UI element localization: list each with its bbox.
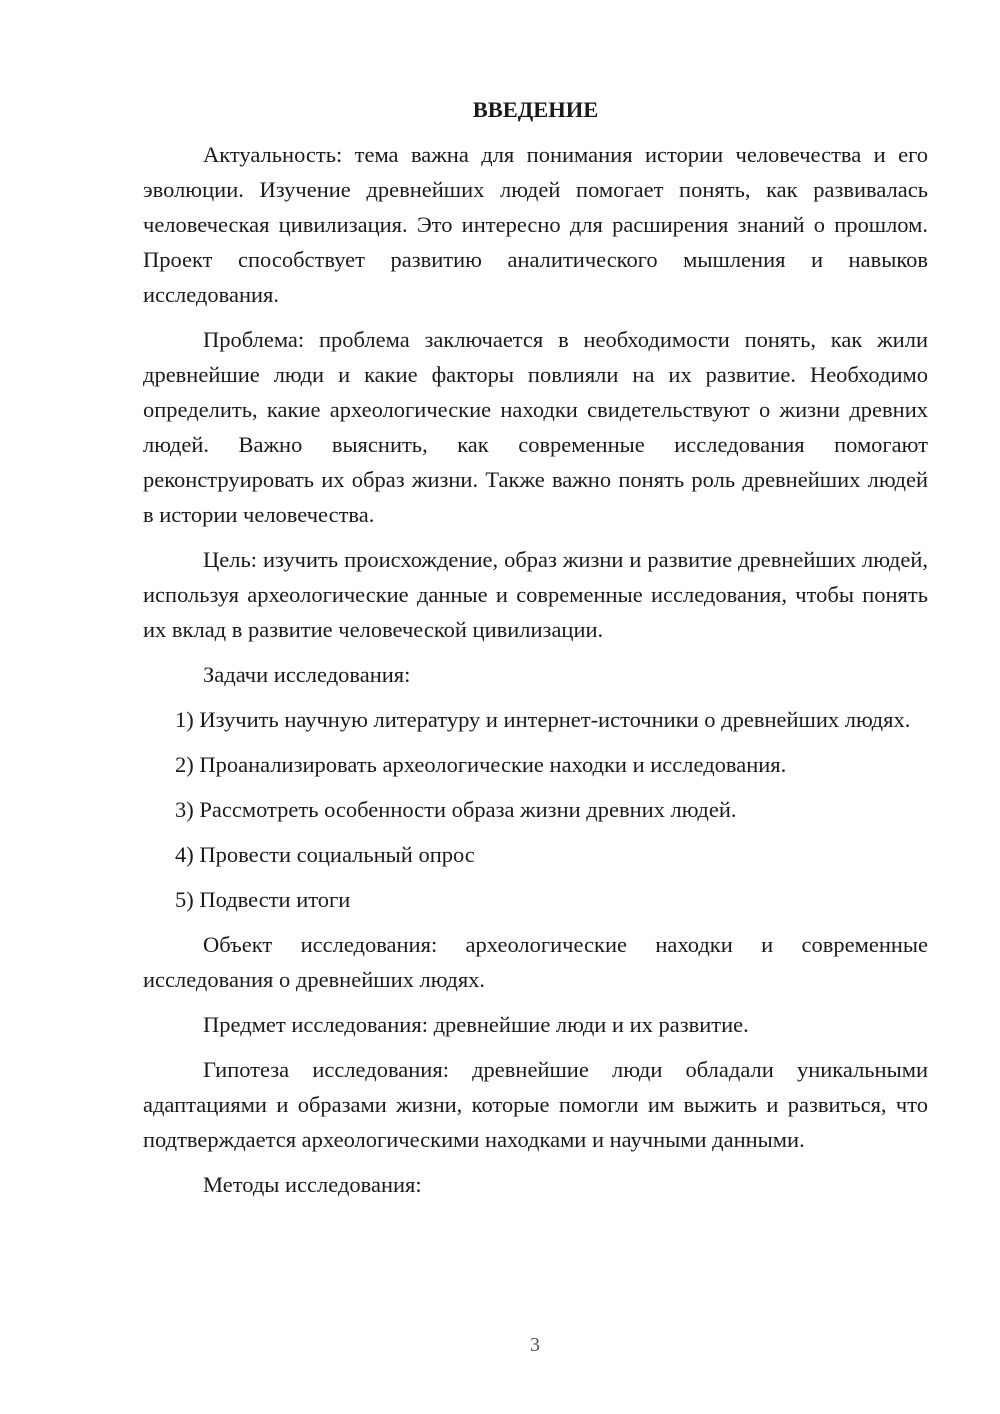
paragraph-problem: Проблема: проблема заключается в необходимости понять, как жили древнейшие люди и какие факторы повлияли на их развитие. Необходимо определить, какие археологические находки свидетельствуют о жизни древних людей. Важно выяснить, как современные исследования помогают реконструировать их образ жизни. Также важно понять роль древнейших людей в истории человечества. — [143, 327, 928, 527]
paragraph-subject: Предмет исследования: древнейшие люди и их развитие. — [203, 1012, 749, 1037]
paragraph-hypothesis: Гипотеза исследования: древнейшие люди обладали уникальными адаптациями и образами жизни, которые помогли им выжить и развиться, что подтверждается археологическими находками и научными данными. — [143, 1057, 928, 1152]
paragraph-methods-heading: Методы исследования: — [203, 1172, 422, 1197]
page-number: 3 — [530, 1334, 540, 1356]
paragraph-goal: Цель: изучить происхождение, образ жизни и развитие древнейших людей, используя археологические данные и современные исследования, чтобы понять их вклад в развитие человеческой цивилизации. — [143, 547, 928, 642]
list-item: 2) Проанализировать археологические находки и исследования. — [175, 752, 787, 777]
list-item: 1) Изучить научную литературу и интернет-источники о древнейших людях. — [175, 707, 911, 732]
document-page — [143, 92, 928, 1212]
list-item: 3) Рассмотреть особенности образа жизни древних людей. — [175, 797, 737, 822]
list-item: 4) Провести социальный опрос — [175, 842, 475, 867]
paragraph-tasks-heading: Задачи исследования: — [203, 662, 411, 687]
paragraph-relevance: Актуальность: тема важна для понимания истории человечества и его эволюции. Изучение древнейших людей помогает понять, как развивалась человеческая цивилизация. Это интересно для расширения знаний о прошлом. Проект способствует развитию аналитического мышления и навыков исследования. — [143, 142, 928, 307]
list-item: 5) Подвести итоги — [175, 887, 351, 912]
paragraph-object: Объект исследования: археологические находки и современные исследования о древнейших людях. — [143, 932, 928, 992]
section-title: ВВЕДЕНИЕ — [472, 97, 599, 122]
tasks-list — [143, 702, 928, 917]
